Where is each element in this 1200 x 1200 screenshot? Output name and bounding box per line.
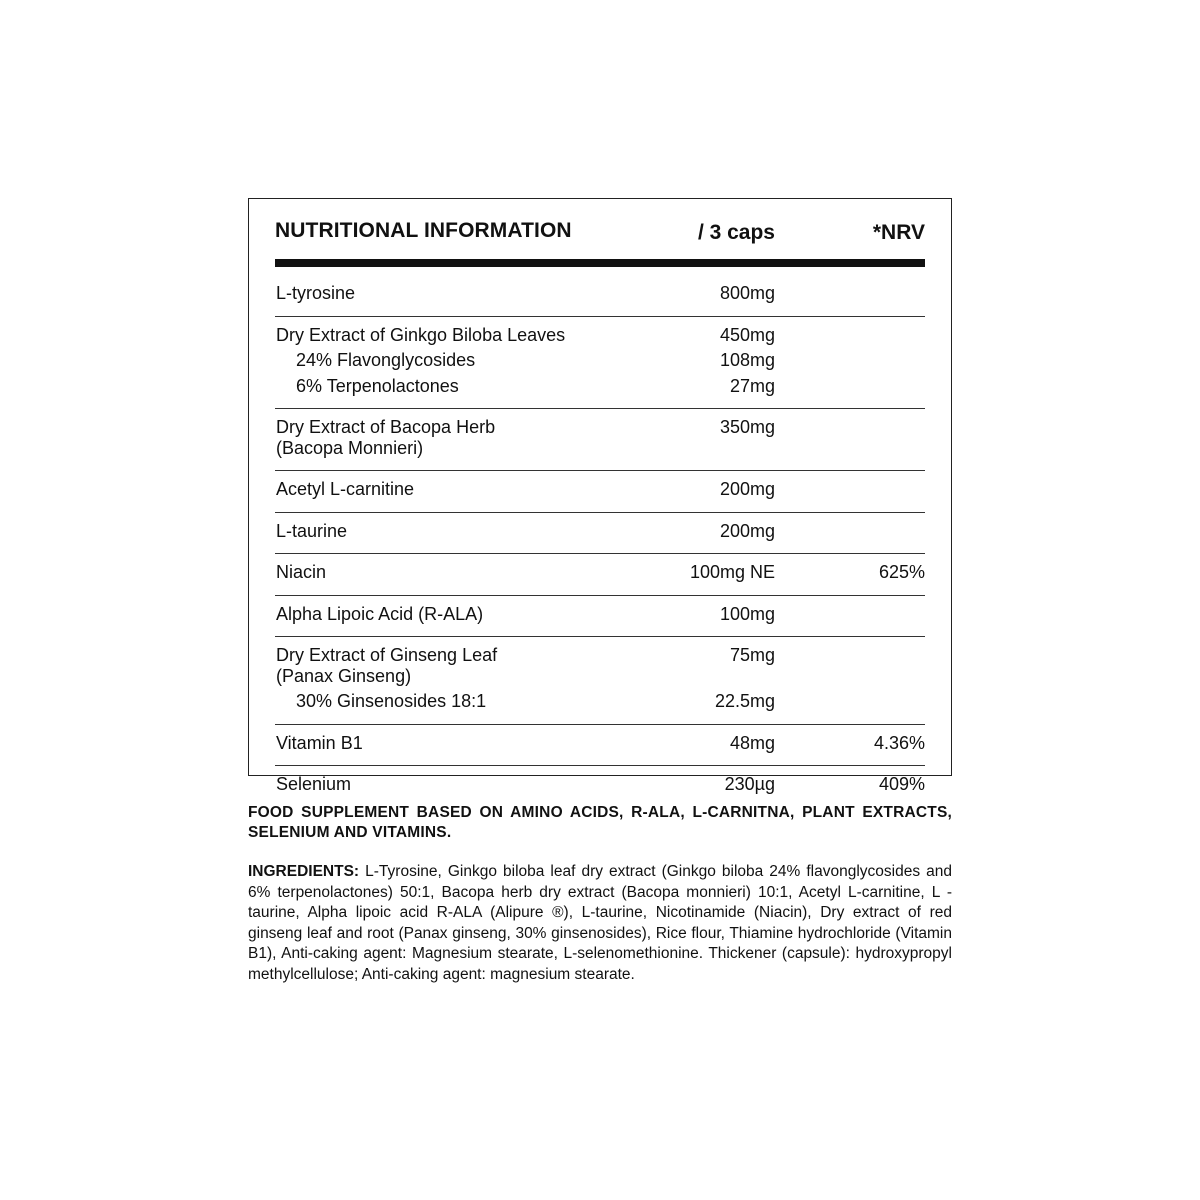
nutrient-nrv: 409% — [878, 774, 925, 795]
nutrient-name: Dry Extract of Ginkgo Biloba Leaves — [276, 324, 566, 345]
supplement-statement: FOOD SUPPLEMENT BASED ON AMINO ACIDS, R-ALA, L-CARNITNA, PLANT EXTRACTS, SELENIUM AND VITAMINS. — [248, 804, 952, 841]
nutrient-line — [275, 521, 925, 547]
nutrient-row — [275, 554, 925, 596]
nutrient-row — [275, 596, 925, 638]
nutrient-rows — [275, 275, 925, 807]
nutrient-amount: 75mg — [729, 645, 775, 666]
nutrient-line — [275, 479, 925, 505]
nutrient-row — [275, 409, 925, 471]
ingredients-label: INGREDIENTS: — [248, 863, 360, 880]
nutrient-line — [275, 325, 925, 351]
nutrient-row — [275, 471, 925, 513]
nutrient-line — [275, 604, 925, 630]
nutrient-name: 30% Ginsenosides 18:1 — [296, 690, 487, 711]
nutrient-line — [275, 350, 925, 376]
nutrient-row — [275, 275, 925, 317]
nutrient-amount: 230µg — [724, 774, 775, 795]
nutrient-amount: 200mg — [719, 520, 775, 541]
panel-title: NUTRITIONAL INFORMATION — [275, 219, 572, 242]
nutrient-amount: 108mg — [719, 350, 775, 371]
nutrient-name: Dry Extract of Ginseng Leaf — [276, 645, 498, 666]
nutrient-line — [275, 665, 925, 691]
nutrient-amount: 100mg — [719, 603, 775, 624]
nutrient-name: (Panax Ginseng) — [276, 665, 412, 686]
nutrient-line — [275, 691, 925, 717]
nutrient-row — [275, 513, 925, 555]
nutrient-line — [275, 376, 925, 402]
nutrient-row — [275, 766, 925, 807]
nutrient-amount: 22.5mg — [714, 690, 775, 711]
nutrient-amount: 27mg — [729, 375, 775, 396]
nutrition-panel — [248, 198, 952, 795]
nutrient-row — [275, 637, 925, 724]
header-divider — [275, 259, 925, 267]
nutrient-name: L-tyrosine — [276, 283, 356, 303]
nrv-column-header: *NRV — [872, 221, 925, 244]
nutrient-line — [275, 283, 925, 309]
nutrient-amount: 450mg — [719, 324, 775, 345]
nutrient-name: (Bacopa Monnieri) — [276, 437, 424, 458]
nutrient-row — [275, 725, 925, 767]
serving-column-header: / 3 caps — [697, 221, 775, 244]
nutrient-row — [275, 317, 925, 410]
nutrient-name: 24% Flavonglycosides — [296, 350, 476, 371]
ingredients-paragraph — [248, 862, 952, 985]
nutrient-nrv: 625% — [878, 562, 925, 583]
nutrient-name: L-taurine — [276, 520, 348, 541]
nutrient-line — [275, 562, 925, 588]
nutrient-name: Dry Extract of Bacopa Herb — [276, 417, 496, 438]
nutrient-amount: 100mg NE — [689, 562, 775, 583]
nutrient-name: 6% Terpenolactones — [296, 375, 459, 396]
nutrient-line — [275, 437, 925, 463]
nutrient-name: Selenium — [276, 774, 352, 795]
nutrient-name: Vitamin B1 — [276, 732, 363, 753]
nutrient-line — [275, 733, 925, 759]
nutrient-amount: 48mg — [729, 732, 775, 753]
nutrient-name: Acetyl L-carnitine — [276, 478, 415, 499]
nutrient-name: Niacin — [276, 562, 327, 583]
nutrient-amount: 800mg — [719, 283, 775, 303]
nutrient-amount: 200mg — [719, 478, 775, 499]
nutrient-name: Alpha Lipoic Acid (R-ALA) — [276, 603, 484, 624]
nutrient-amount: 350mg — [719, 417, 775, 438]
ingredients-text: L-Tyrosine, Ginkgo biloba leaf dry extract (Ginkgo biloba 24% flavonglycosides and 6% terpenolactones) 50:1, Bacopa herb dry extract (Bacopa monnieri) 10:1, Acetyl L-carnitine, L -taurine, Alpha lipoic acid R-ALA (Alipure ®), L-taurine, Nicotinamide (Niacin), Dry extract of red ginseng leaf and root (Panax ginseng, 30% ginsenosides), Rice flour, Thiamine hydrochloride (Vitamin B1), Anti-caking agent: Magnesium stearate, L-selenomethionine. Thickener (capsule): hydroxypropyl methylcellulose; Anti-caking agent: magnesium stearate. — [248, 863, 952, 983]
nutrient-nrv: 4.36% — [873, 732, 925, 753]
nutrient-line — [275, 774, 925, 800]
